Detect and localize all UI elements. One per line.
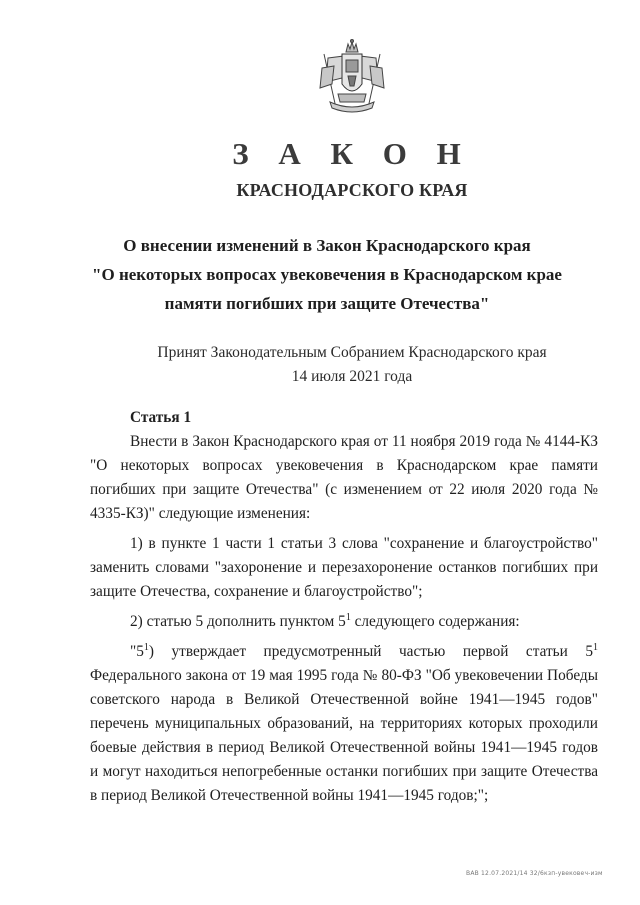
adoption-body: Принят Законодательным Собранием Краснодарского края — [157, 344, 547, 361]
adoption-info — [0, 341, 640, 389]
article-heading: Статья 1 — [130, 409, 192, 426]
article-body — [90, 406, 598, 808]
article-item-1: 1) в пункте 1 части 1 статьи 3 слова "сохранение и благоустройство" заменить словами "захоронение и перезахоронение останков погибших при защите Отечества, сохранение и благоустройство"; — [90, 535, 598, 600]
law-name-line-2: "О некоторых вопросах увековечения в Краснодарском крае — [92, 265, 562, 284]
article-intro: Внести в Закон Краснодарского края от 11 ноября 2019 года № 4144-КЗ "О некоторых вопросах увековечения в Краснодарском крае памяти погибших при защите Отечества" (с изменением от 22 июля 2020 года № 4335-КЗ)" следующие изменения: — [90, 433, 598, 522]
article-item-2: 2) статью 5 дополнить пунктом $5^1$ следующего содержания: — [130, 611, 520, 630]
article-item-2-quote: "$5^1$) утверждает предусмотренный частью первой статьи $5^1$ Федерального закона от 19 мая 1995 года № 80-ФЗ "Об увековечении Победы советского народа в Великой Отечественной войне 1941—1945 годов" перечень муниципальных образований, на территориях которых проходили боевые действия в период Великой Отечественной войны 1941—1945 годов и могут находиться непогребенные останки погибших при защите Отечества в период Великой Отечественной войны 1941—1945 годов;"; — [90, 641, 598, 804]
document-subtitle: КРАСНОДАРСКОГО КРАЯ — [236, 180, 468, 200]
document-footer-code: ВАВ 12.07.2021/14 32/6кзп-увековеч-изм — [466, 870, 603, 877]
law-name — [0, 231, 640, 318]
krasnodar-coat-of-arms-icon — [316, 38, 388, 116]
document-title: З А К О Н — [232, 136, 472, 171]
adoption-date: 14 июля 2021 года — [291, 368, 413, 385]
law-name-line-1: О внесении изменений в Закон Краснодарского края — [123, 236, 531, 255]
law-name-line-3: памяти погибших при защите Отечества" — [164, 294, 490, 313]
